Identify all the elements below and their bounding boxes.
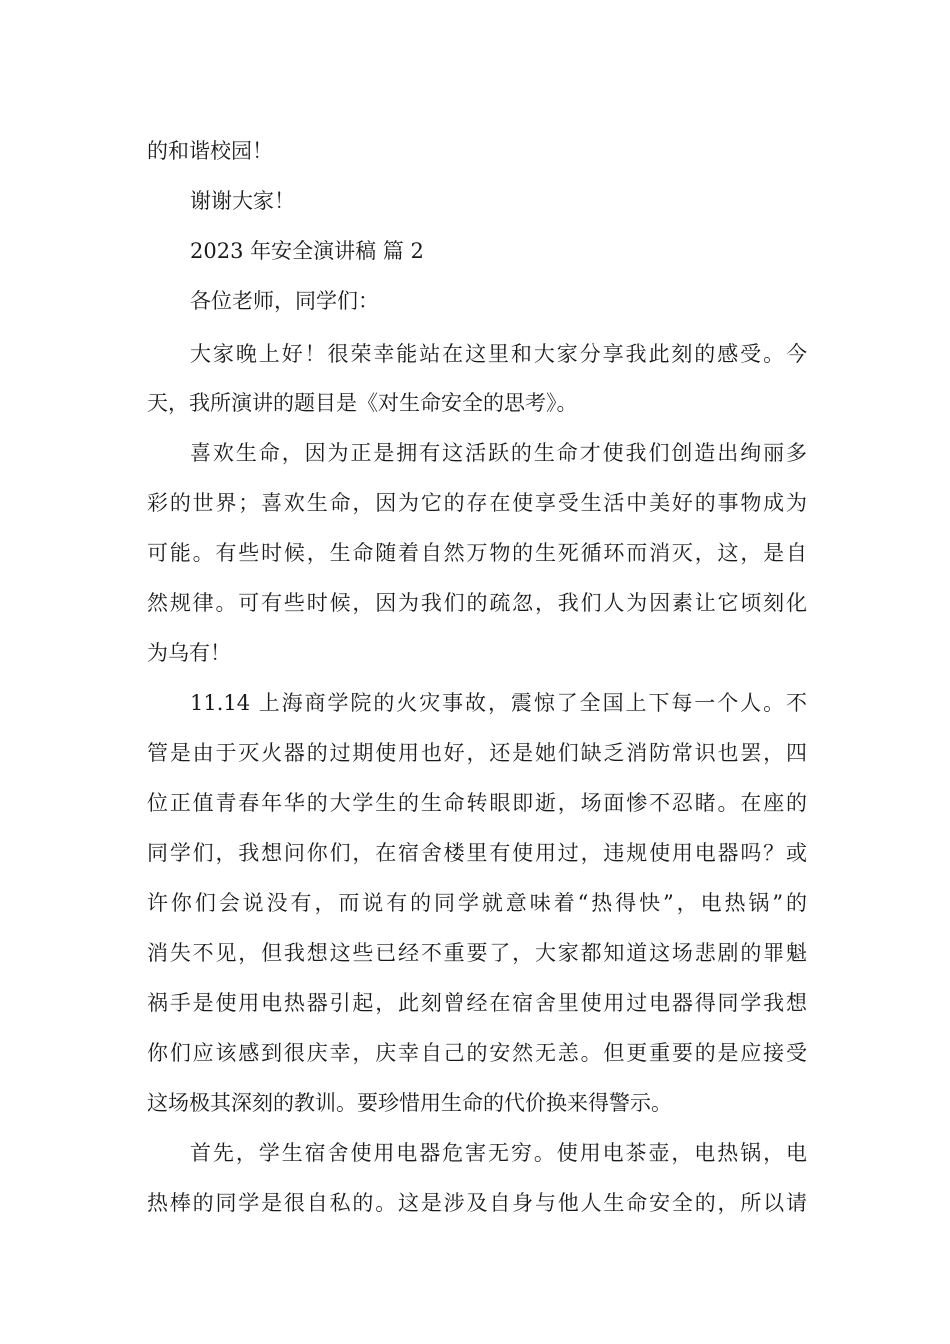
paragraph-line: 然规律。可有些时候，因为我们的疏忽，我们人为因素让它顷刻化	[147, 591, 807, 615]
paragraph-line: 11.14 上海商学院的火灾事故，震惊了全国上下每一个人。不	[190, 691, 807, 715]
paragraph-line: 的和谐校园！	[147, 139, 273, 163]
paragraph-line: 首先，学生宿舍使用电器危害无穷。使用电茶壶，电热锅，电	[190, 1141, 807, 1165]
paragraph-line: 天，我所演讲的题目是《对生命安全的思考》。	[147, 391, 578, 415]
paragraph-line: 大家晚上好！很荣幸能站在这里和大家分享我此刻的感受。今	[190, 342, 807, 366]
paragraph-line: 这场极其深刻的教训。要珍惜用生命的代价换来得警示。	[147, 1091, 672, 1115]
paragraph-line: 可能。有些时候，生命随着自然万物的生死循环而消灭，这，是自	[147, 541, 807, 565]
paragraph-line: 许你们会说没有，而说有的同学就意味着“热得快”，电热锅”的	[147, 891, 807, 915]
paragraph-line: 彩的世界；喜欢生命，因为它的存在使享受生活中美好的事物成为	[147, 491, 807, 515]
closing-line: 谢谢大家！	[190, 189, 295, 213]
paragraph-line: 管是由于灭火器的过期使用也好，还是她们缺乏消防常识也罢，四	[147, 741, 807, 765]
paragraph-line: 你们应该感到很庆幸，庆幸自己的安然无恙。但更重要的是应接受	[147, 1041, 807, 1065]
salutation-line: 各位老师，同学们：	[190, 289, 379, 313]
paragraph-line: 为乌有！	[147, 641, 231, 665]
paragraph-line: 祸手是使用电热器引起，此刻曾经在宿舍里使用过电器得同学我想	[147, 991, 807, 1015]
paragraph-line: 位正值青春年华的大学生的生命转眼即逝，场面惨不忍睹。在座的	[147, 791, 807, 815]
paragraph-line: 喜欢生命，因为正是拥有这活跃的生命才使我们创造出绚丽多	[190, 441, 807, 465]
paragraph-line: 消失不见，但我想这些已经不重要了，大家都知道这场悲剧的罪魁	[147, 941, 807, 965]
section-heading: 2023 年安全演讲稿 篇 2	[190, 239, 424, 263]
paragraph-line: 同学们，我想问你们，在宿舍楼里有使用过，违规使用电器吗？或	[147, 841, 807, 865]
paragraph-line: 热棒的同学是很自私的。这是涉及自身与他人生命安全的，所以请	[147, 1191, 807, 1215]
